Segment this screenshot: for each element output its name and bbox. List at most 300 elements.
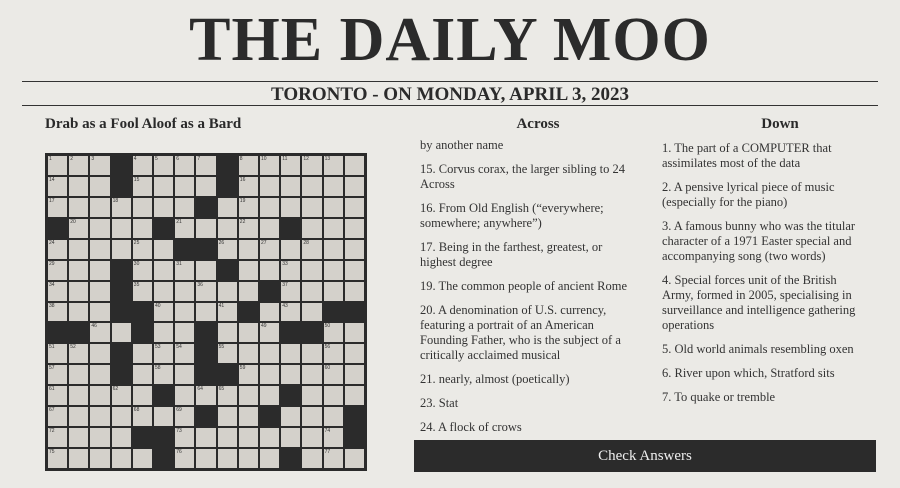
grid-block xyxy=(196,407,215,426)
grid-cell[interactable] xyxy=(175,198,194,217)
grid-block xyxy=(112,177,131,196)
grid-cell[interactable] xyxy=(154,323,173,342)
grid-cell[interactable] xyxy=(112,219,131,238)
grid-cell[interactable] xyxy=(345,240,364,259)
grid-cell[interactable] xyxy=(154,261,173,280)
cell-number: 26 xyxy=(218,239,225,246)
grid-cell[interactable] xyxy=(345,323,364,342)
grid-cell[interactable] xyxy=(154,344,173,363)
grid-cell[interactable] xyxy=(260,365,279,384)
grid-cell[interactable] xyxy=(112,323,131,342)
grid-cell[interactable] xyxy=(154,240,173,259)
down-clue[interactable]: 6. River upon which, Stratford sits xyxy=(662,366,835,380)
grid-cell[interactable] xyxy=(324,282,343,301)
grid-cell[interactable] xyxy=(69,386,88,405)
grid-cell[interactable] xyxy=(154,156,173,175)
down-clue[interactable]: 7. To quake or tremble xyxy=(662,390,776,404)
cell-number: 73 xyxy=(176,428,182,435)
grid-cell[interactable] xyxy=(281,303,300,322)
grid-cell[interactable] xyxy=(281,261,300,280)
grid-cell[interactable] xyxy=(260,240,279,259)
down-clue[interactable]: 2. A pensive lyrical piece of music (especially for the piano) xyxy=(662,180,835,209)
grid-cell[interactable] xyxy=(260,219,279,238)
grid-block xyxy=(281,449,300,468)
grid-cell[interactable] xyxy=(69,261,88,280)
grid-cell[interactable] xyxy=(218,303,237,322)
grid-cell[interactable] xyxy=(218,240,237,259)
grid-cell[interactable] xyxy=(48,386,67,405)
grid-cell[interactable] xyxy=(302,261,321,280)
grid-cell[interactable] xyxy=(48,428,67,447)
cell-number: 62 xyxy=(112,386,119,393)
cell-number: 11 xyxy=(282,156,288,162)
grid-cell[interactable] xyxy=(260,303,279,322)
grid-cell[interactable] xyxy=(175,177,194,196)
grid-cell[interactable] xyxy=(260,177,279,196)
grid-cell[interactable] xyxy=(281,282,300,301)
grid-cell[interactable] xyxy=(218,344,237,363)
grid-cell[interactable] xyxy=(324,219,343,238)
across-clue[interactable]: 19. The common people of ancient Rome xyxy=(420,279,628,293)
grid-block xyxy=(345,303,364,322)
cell-number: 72 xyxy=(49,428,55,435)
grid-block xyxy=(133,303,152,322)
grid-cell[interactable] xyxy=(90,449,109,468)
cell-number: 7 xyxy=(197,156,201,162)
cell-number: 1 xyxy=(49,156,52,162)
grid-cell[interactable] xyxy=(324,177,343,196)
cell-number: 54 xyxy=(176,344,182,351)
grid-block xyxy=(154,449,173,468)
grid-cell[interactable] xyxy=(48,303,67,322)
cell-number: 19 xyxy=(239,197,246,204)
grid-cell[interactable] xyxy=(239,449,258,468)
down-clue[interactable]: 5. Old world animals resembling oxen xyxy=(662,342,854,356)
grid-block xyxy=(196,198,215,217)
cell-number: 3 xyxy=(91,156,95,162)
grid-cell[interactable] xyxy=(302,303,321,322)
grid-cell[interactable] xyxy=(175,282,194,301)
grid-cell[interactable] xyxy=(69,240,88,259)
grid-cell[interactable] xyxy=(69,344,88,363)
grid-cell[interactable] xyxy=(112,240,131,259)
grid-cell[interactable] xyxy=(345,261,364,280)
cell-number: 59 xyxy=(239,365,246,372)
grid-cell[interactable] xyxy=(281,365,300,384)
grid-cell[interactable] xyxy=(239,282,258,301)
cell-number: 14 xyxy=(49,176,55,183)
grid-block xyxy=(154,428,173,447)
grid-block xyxy=(112,156,131,175)
cell-number: 33 xyxy=(282,260,288,267)
cell-number: 13 xyxy=(324,156,331,162)
grid-cell[interactable] xyxy=(90,303,109,322)
grid-cell[interactable] xyxy=(90,261,109,280)
grid-cell[interactable] xyxy=(196,449,215,468)
grid-block xyxy=(112,261,131,280)
grid-cell[interactable] xyxy=(324,428,343,447)
grid-cell[interactable] xyxy=(345,219,364,238)
grid-cell[interactable] xyxy=(281,240,300,259)
cell-number: 16 xyxy=(239,176,246,183)
grid-cell[interactable] xyxy=(133,407,152,426)
grid-cell[interactable] xyxy=(324,261,343,280)
grid-block xyxy=(69,323,88,342)
grid-cell[interactable] xyxy=(260,198,279,217)
cell-number: 41 xyxy=(218,302,225,309)
grid-block xyxy=(133,428,152,447)
grid-cell[interactable] xyxy=(90,219,109,238)
grid-cell[interactable] xyxy=(302,282,321,301)
grid-cell[interactable] xyxy=(90,240,109,259)
cell-number: 17 xyxy=(49,197,55,204)
down-clue[interactable]: 3. A famous bunny who was the titular character of a 1971 Easter special and accompanying song (two words) xyxy=(662,219,856,263)
grid-cell[interactable] xyxy=(324,240,343,259)
across-clue[interactable]: 23. Stat xyxy=(420,396,459,410)
cell-number: 46 xyxy=(91,323,97,330)
grid-cell[interactable] xyxy=(260,386,279,405)
grid-cell[interactable] xyxy=(48,177,67,196)
grid-block xyxy=(345,428,364,447)
grid-cell[interactable] xyxy=(345,156,364,175)
grid-cell[interactable] xyxy=(281,177,300,196)
grid-cell[interactable] xyxy=(302,344,321,363)
cell-number: 74 xyxy=(324,428,331,435)
grid-cell[interactable] xyxy=(239,156,258,175)
grid-cell[interactable] xyxy=(239,240,258,259)
grid-cell[interactable] xyxy=(324,156,343,175)
cell-number: 61 xyxy=(49,386,55,393)
grid-cell[interactable] xyxy=(133,177,152,196)
grid-cell[interactable] xyxy=(324,323,343,342)
grid-cell[interactable] xyxy=(112,198,131,217)
cell-number: 56 xyxy=(324,344,331,351)
grid-cell[interactable] xyxy=(324,198,343,217)
grid-cell[interactable] xyxy=(239,198,258,217)
across-clue[interactable]: 21. nearly, almost (poetically) xyxy=(420,372,570,386)
cell-number: 36 xyxy=(197,281,203,288)
grid-cell[interactable] xyxy=(69,365,88,384)
grid-cell[interactable] xyxy=(154,282,173,301)
grid-cell[interactable] xyxy=(218,323,237,342)
grid-cell[interactable] xyxy=(302,240,321,259)
grid-cell[interactable] xyxy=(196,428,215,447)
grid-cell[interactable] xyxy=(48,282,67,301)
grid-block xyxy=(302,323,321,342)
across-clue[interactable]: 17. Being in the farthest, greatest, or highest degree xyxy=(420,240,603,269)
grid-cell[interactable] xyxy=(281,407,300,426)
grid-cell[interactable] xyxy=(154,365,173,384)
grid-cell[interactable] xyxy=(175,386,194,405)
grid-cell[interactable] xyxy=(90,323,109,342)
grid-block xyxy=(218,365,237,384)
cell-number: 28 xyxy=(303,239,309,246)
grid-cell[interactable] xyxy=(302,407,321,426)
grid-cell[interactable] xyxy=(90,365,109,384)
cell-number: 37 xyxy=(282,281,288,288)
grid-cell[interactable] xyxy=(48,198,67,217)
grid-cell[interactable] xyxy=(196,386,215,405)
grid-cell[interactable] xyxy=(69,282,88,301)
cell-number: 6 xyxy=(176,156,179,162)
grid-cell[interactable] xyxy=(175,344,194,363)
grid-cell[interactable] xyxy=(69,449,88,468)
grid-cell[interactable] xyxy=(239,407,258,426)
grid-cell[interactable] xyxy=(302,177,321,196)
grid-block xyxy=(281,323,300,342)
grid-cell[interactable] xyxy=(69,428,88,447)
grid-cell[interactable] xyxy=(175,219,194,238)
grid-cell[interactable] xyxy=(196,303,215,322)
across-heading: Across xyxy=(516,116,560,132)
grid-cell[interactable] xyxy=(260,344,279,363)
grid-cell[interactable] xyxy=(345,282,364,301)
dateline: TORONTO - ON MONDAY, APRIL 3, 2023 xyxy=(271,84,629,105)
grid-cell[interactable] xyxy=(345,365,364,384)
grid-cell[interactable] xyxy=(239,177,258,196)
grid-cell[interactable] xyxy=(260,428,279,447)
grid-cell[interactable] xyxy=(175,303,194,322)
grid-cell[interactable] xyxy=(324,449,343,468)
grid-cell[interactable] xyxy=(302,198,321,217)
grid-cell[interactable] xyxy=(90,428,109,447)
grid-cell[interactable] xyxy=(175,428,194,447)
grid-block xyxy=(196,344,215,363)
grid-cell[interactable] xyxy=(90,177,109,196)
grid-cell[interactable] xyxy=(239,219,258,238)
cell-number: 2 xyxy=(70,156,73,162)
cell-number: 50 xyxy=(324,323,331,330)
across-clue[interactable]: 16. From Old English (“everywhere; somewhere; anywhere”) xyxy=(420,201,604,230)
grid-cell[interactable] xyxy=(302,386,321,405)
grid-cell[interactable] xyxy=(345,198,364,217)
cell-number: 25 xyxy=(133,239,140,246)
grid-cell[interactable] xyxy=(218,198,237,217)
masthead-rule-bottom xyxy=(22,105,878,106)
grid-cell[interactable] xyxy=(69,219,88,238)
grid-cell[interactable] xyxy=(90,407,109,426)
grid-cell[interactable] xyxy=(260,261,279,280)
across-clue-list[interactable] xyxy=(420,138,635,440)
grid-cell[interactable] xyxy=(260,156,279,175)
cell-number: 49 xyxy=(261,323,267,330)
grid-cell[interactable] xyxy=(218,282,237,301)
grid-cell[interactable] xyxy=(175,407,194,426)
grid-cell[interactable] xyxy=(218,219,237,238)
down-clue[interactable]: 1. The part of a COMPUTER that assimilates most of the data xyxy=(662,141,832,170)
grid-cell[interactable] xyxy=(175,156,194,175)
cell-number: 10 xyxy=(261,156,267,162)
grid-cell[interactable] xyxy=(175,261,194,280)
grid-cell[interactable] xyxy=(133,386,152,405)
across-clue[interactable]: 15. Corvus corax, the larger sibling to 24 Across xyxy=(420,162,625,191)
grid-cell[interactable] xyxy=(196,156,215,175)
grid-cell[interactable] xyxy=(112,386,131,405)
grid-cell[interactable] xyxy=(302,428,321,447)
cell-number: 27 xyxy=(261,239,267,246)
grid-cell[interactable] xyxy=(154,407,173,426)
cell-number: 8 xyxy=(239,156,243,162)
grid-block xyxy=(112,344,131,363)
grid-cell[interactable] xyxy=(196,219,215,238)
grid-cell[interactable] xyxy=(239,261,258,280)
grid-cell[interactable] xyxy=(154,177,173,196)
cell-number: 24 xyxy=(49,239,55,246)
cell-number: 76 xyxy=(176,449,182,456)
cell-number: 65 xyxy=(218,386,225,393)
newspaper-masthead: THE DAILY MOO xyxy=(189,6,711,74)
grid-cell[interactable] xyxy=(196,261,215,280)
grid-cell[interactable] xyxy=(175,449,194,468)
grid-block xyxy=(48,219,67,238)
grid-cell[interactable] xyxy=(133,344,152,363)
grid-cell[interactable] xyxy=(69,407,88,426)
down-clue[interactable]: 4. Special forces unit of the British Army, formed in 2005, specialising in surveillance and intelligence gathering operations xyxy=(662,273,856,332)
cell-number: 67 xyxy=(49,407,55,414)
across-clue[interactable]: 20. A denomination of U.S. currency, featuring a portrait of an American Founding Father, who is the subject of a critically acclaimed musical xyxy=(420,303,621,362)
grid-cell[interactable] xyxy=(112,428,131,447)
grid-cell[interactable] xyxy=(281,428,300,447)
grid-cell[interactable] xyxy=(48,240,67,259)
grid-cell[interactable] xyxy=(133,219,152,238)
cell-number: 52 xyxy=(70,344,76,351)
grid-cell[interactable] xyxy=(218,407,237,426)
grid-cell[interactable] xyxy=(324,365,343,384)
grid-cell[interactable] xyxy=(48,449,67,468)
grid-cell[interactable] xyxy=(302,156,321,175)
grid-cell[interactable] xyxy=(154,198,173,217)
grid-cell[interactable] xyxy=(90,344,109,363)
grid-cell[interactable] xyxy=(302,449,321,468)
cell-number: 5 xyxy=(155,156,158,162)
grid-cell[interactable] xyxy=(345,386,364,405)
grid-block xyxy=(218,156,237,175)
grid-cell[interactable] xyxy=(196,282,215,301)
cell-number: 31 xyxy=(176,260,182,267)
cell-number: 58 xyxy=(155,365,161,372)
grid-block xyxy=(218,261,237,280)
cell-number: 4 xyxy=(133,156,137,162)
grid-cell[interactable] xyxy=(218,428,237,447)
grid-cell[interactable] xyxy=(69,198,88,217)
grid-cell[interactable] xyxy=(239,323,258,342)
grid-block xyxy=(112,282,131,301)
grid-block xyxy=(260,282,279,301)
across-clue[interactable]: 24. A flock of crows xyxy=(420,420,522,434)
cell-number: 20 xyxy=(70,218,76,225)
grid-cell[interactable] xyxy=(112,449,131,468)
grid-cell[interactable] xyxy=(133,449,152,468)
grid-block xyxy=(281,219,300,238)
grid-block xyxy=(175,240,194,259)
grid-cell[interactable] xyxy=(133,156,152,175)
grid-cell[interactable] xyxy=(175,323,194,342)
cell-number: 30 xyxy=(133,260,140,267)
cell-number: 75 xyxy=(49,449,55,456)
grid-block xyxy=(239,303,258,322)
grid-cell[interactable] xyxy=(48,365,67,384)
crossword-grid xyxy=(45,153,367,471)
down-clue-list[interactable] xyxy=(662,141,867,440)
grid-cell[interactable] xyxy=(90,156,109,175)
grid-cell[interactable] xyxy=(218,386,237,405)
cell-number: 35 xyxy=(133,281,140,288)
grid-cell[interactable] xyxy=(324,386,343,405)
grid-cell[interactable] xyxy=(133,240,152,259)
grid-cell[interactable] xyxy=(218,449,237,468)
grid-cell[interactable] xyxy=(154,303,173,322)
cell-number: 64 xyxy=(197,386,203,393)
grid-cell[interactable] xyxy=(48,344,67,363)
grid-cell[interactable] xyxy=(69,303,88,322)
grid-cell[interactable] xyxy=(239,386,258,405)
grid-cell[interactable] xyxy=(133,261,152,280)
grid-block xyxy=(324,303,343,322)
grid-cell[interactable] xyxy=(90,282,109,301)
cell-number: 68 xyxy=(133,407,140,414)
grid-cell[interactable] xyxy=(196,177,215,196)
grid-cell[interactable] xyxy=(133,365,152,384)
cell-number: 12 xyxy=(303,156,309,162)
grid-cell[interactable] xyxy=(345,177,364,196)
grid-cell[interactable] xyxy=(324,344,343,363)
grid-cell[interactable] xyxy=(69,156,88,175)
grid-cell[interactable] xyxy=(239,428,258,447)
grid-cell[interactable] xyxy=(302,365,321,384)
grid-cell[interactable] xyxy=(302,219,321,238)
check-answers-button[interactable]: Check Answers xyxy=(414,440,876,472)
cell-number: 29 xyxy=(49,260,55,267)
grid-cell[interactable] xyxy=(239,365,258,384)
grid-cell[interactable] xyxy=(90,386,109,405)
grid-cell[interactable] xyxy=(260,449,279,468)
cell-number: 34 xyxy=(49,281,55,288)
cell-number: 40 xyxy=(155,302,161,309)
grid-block xyxy=(260,407,279,426)
grid-cell[interactable] xyxy=(133,282,152,301)
cell-number: 18 xyxy=(112,197,119,204)
grid-block xyxy=(48,323,67,342)
grid-cell[interactable] xyxy=(281,156,300,175)
grid-cell[interactable] xyxy=(281,198,300,217)
grid-cell[interactable] xyxy=(69,177,88,196)
grid-cell[interactable] xyxy=(133,198,152,217)
grid-cell[interactable] xyxy=(112,407,131,426)
cell-number: 77 xyxy=(324,449,331,456)
grid-block xyxy=(196,240,215,259)
grid-cell[interactable] xyxy=(260,323,279,342)
grid-cell[interactable] xyxy=(90,198,109,217)
grid-cell[interactable] xyxy=(48,407,67,426)
cell-number: 51 xyxy=(49,344,55,351)
grid-cell[interactable] xyxy=(345,449,364,468)
grid-cell[interactable] xyxy=(175,365,194,384)
cell-number: 38 xyxy=(49,302,55,309)
grid-cell[interactable] xyxy=(324,407,343,426)
masthead-rule-top xyxy=(22,81,878,82)
cell-number: 69 xyxy=(176,407,182,414)
grid-cell[interactable] xyxy=(48,156,67,175)
grid-cell[interactable] xyxy=(345,344,364,363)
puzzle-title: Drab as a Fool Aloof as a Bard xyxy=(45,116,242,132)
grid-cell[interactable] xyxy=(239,344,258,363)
across-clue[interactable]: by another name xyxy=(420,138,504,152)
grid-cell[interactable] xyxy=(48,261,67,280)
grid-block xyxy=(154,219,173,238)
grid-cell[interactable] xyxy=(281,344,300,363)
cell-number: 53 xyxy=(155,344,161,351)
grid-block xyxy=(133,323,152,342)
